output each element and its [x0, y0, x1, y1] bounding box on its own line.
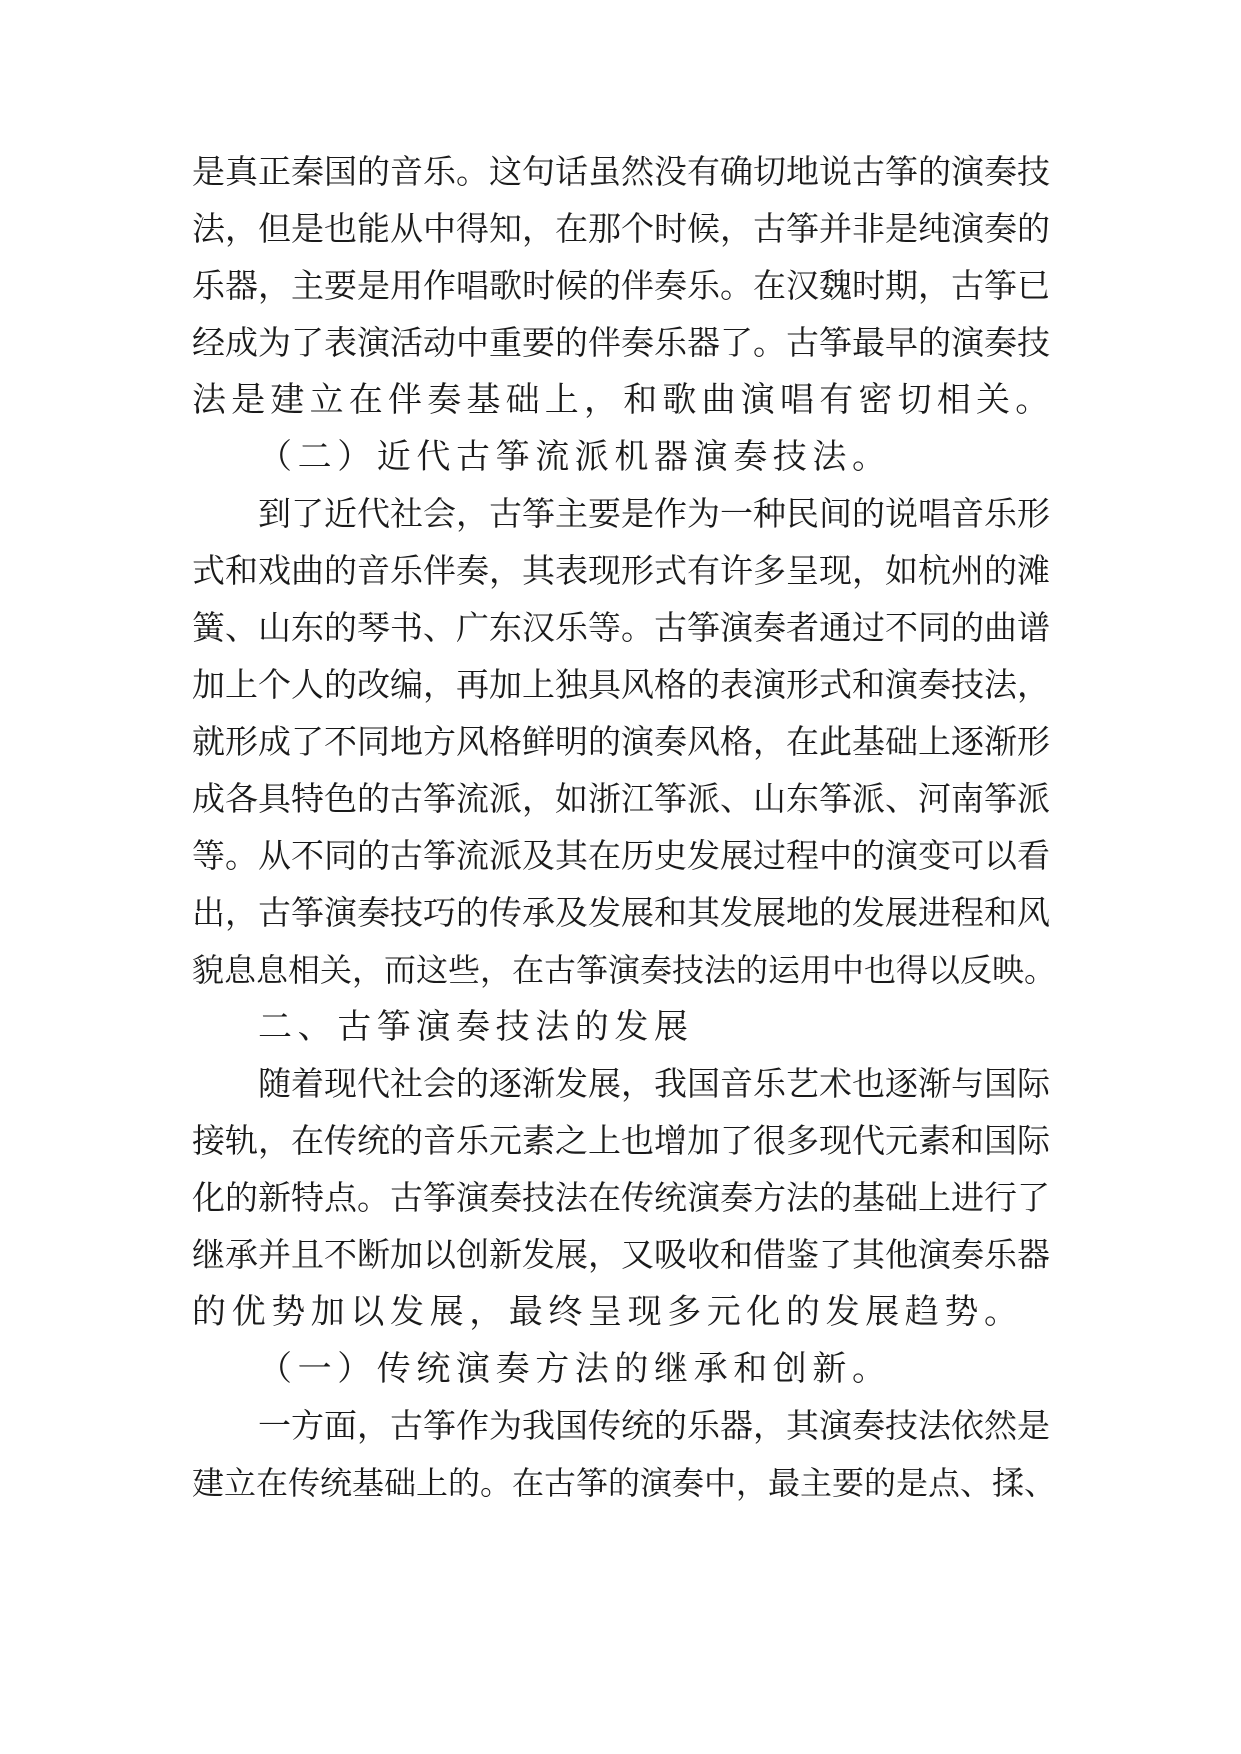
section-heading: （一）传统演奏方法的继承和创新。	[258, 1349, 892, 1389]
text-line: 加上个人的改编，再加上独具风格的表演形式和演奏技法，	[192, 665, 1050, 704]
text-line: 就形成了不同地方风格鲜明的演奏风格，在此基础上逐渐形	[192, 722, 1050, 761]
text-line: 到了近代社会，古筝主要是作为一种民间的说唱音乐形	[258, 494, 1050, 533]
text-line: 簧、山东的琴书、广东汉乐等。古筝演奏者通过不同的曲谱	[192, 608, 1050, 647]
section-heading: （二）近代古筝流派机器演奏技法。	[258, 437, 892, 477]
text-line: 成各具特色的古筝流派，如浙江筝派、山东筝派、河南筝派	[192, 779, 1050, 818]
text-line: 接轨，在传统的音乐元素之上也增加了很多现代元素和国际	[192, 1121, 1050, 1160]
text-line: 是真正秦国的音乐。这句话虽然没有确切地说古筝的演奏技	[192, 152, 1050, 191]
text-line: 法是建立在伴奏基础上，和歌曲演唱有密切相关。	[192, 380, 1055, 420]
text-line: 法，但是也能从中得知，在那个时候，古筝并非是纯演奏的	[192, 209, 1050, 248]
text-line: 建立在传统基础上的。在古筝的演奏中，最主要的是点、揉、	[192, 1464, 1057, 1502]
text-line: 一方面，古筝作为我国传统的乐器，其演奏技法依然是	[258, 1406, 1050, 1445]
text-line: 乐器，主要是用作唱歌时候的伴奏乐。在汉魏时期，古筝已	[192, 266, 1050, 305]
text-line: 经成为了表演活动中重要的伴奏乐器了。古筝最早的演奏技	[192, 323, 1050, 362]
text-line: 随着现代社会的逐渐发展，我国音乐艺术也逐渐与国际	[258, 1064, 1050, 1103]
text-line: 的优势加以发展，最终呈现多元化的发展趋势。	[192, 1292, 1024, 1332]
text-line: 貌息息相关，而这些，在古筝演奏技法的运用中也得以反映。	[192, 951, 1057, 989]
text-line: 式和戏曲的音乐伴奏，其表现形式有许多呈现，如杭州的滩	[192, 551, 1050, 590]
section-heading: 二、古筝演奏技法的发展	[258, 1007, 694, 1047]
text-line: 等。从不同的古筝流派及其在历史发展过程中的演变可以看	[192, 836, 1050, 875]
text-line: 继承并且不断加以创新发展，又吸收和借鉴了其他演奏乐器	[192, 1235, 1050, 1274]
text-line: 化的新特点。古筝演奏技法在传统演奏方法的基础上进行了	[192, 1178, 1050, 1217]
text-line: 出，古筝演奏技巧的传承及发展和其发展地的发展进程和风	[192, 893, 1050, 932]
